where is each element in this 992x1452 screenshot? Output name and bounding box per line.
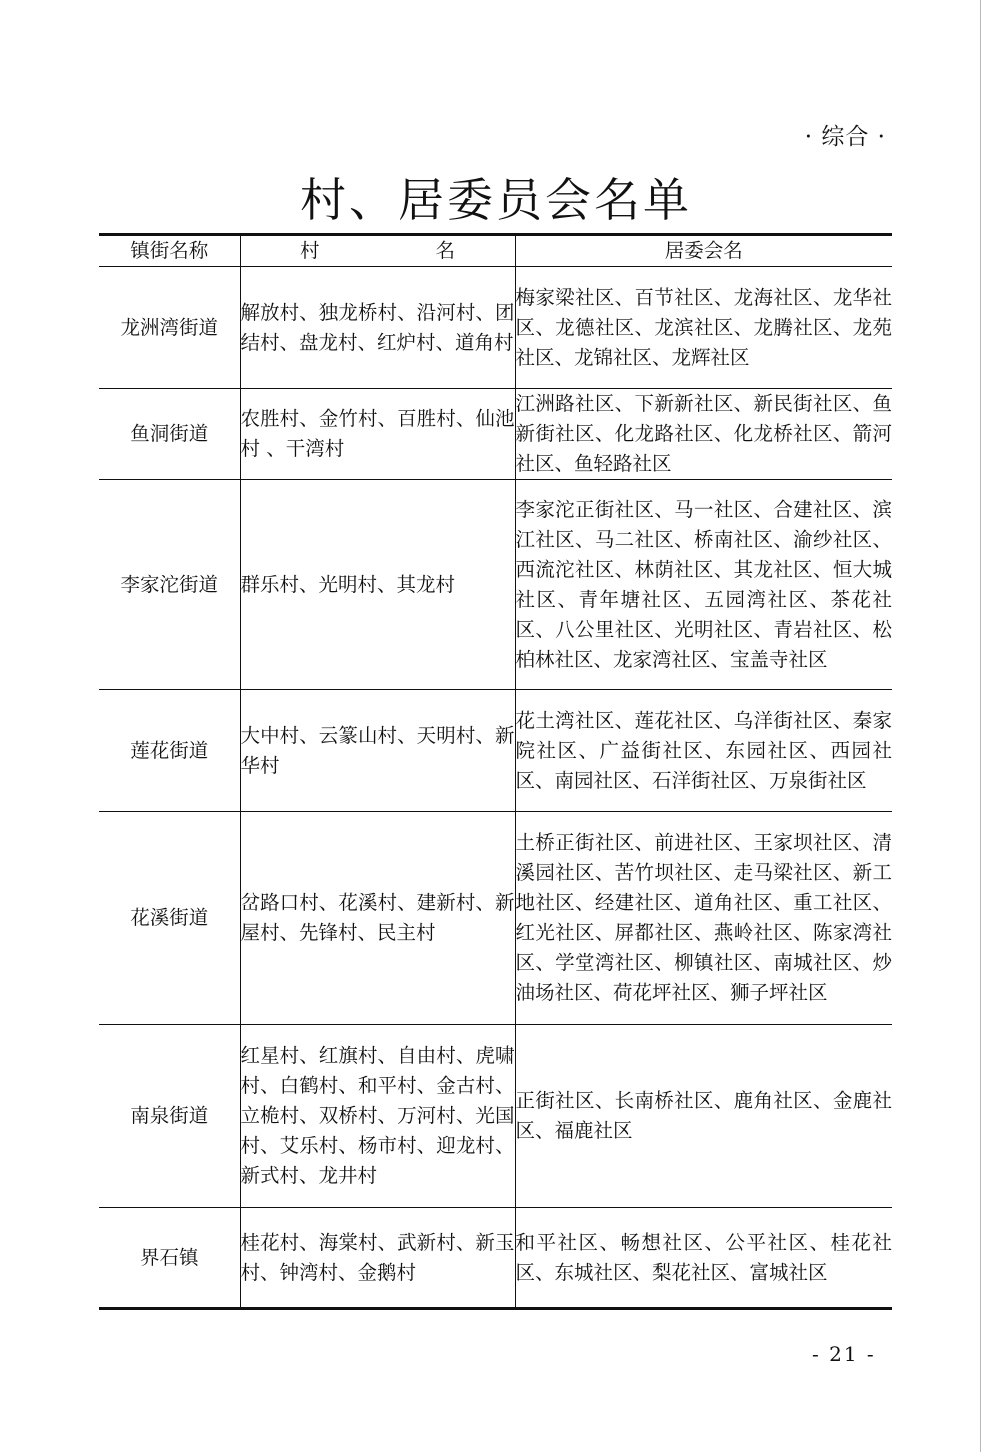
table-row bbox=[99, 389, 892, 480]
table-header-row bbox=[99, 235, 892, 267]
villages-cell: 岔路口村、花溪村、建新村、新屋村、先锋村、民主村 bbox=[240, 812, 515, 1025]
table-row bbox=[99, 690, 892, 812]
district-cell: 莲花街道 bbox=[99, 690, 240, 812]
villages-cell: 农胜村、金竹村、百胜村、仙池村 、干湾村 bbox=[240, 389, 515, 480]
district-cell: 界石镇 bbox=[99, 1208, 240, 1309]
header-villages bbox=[240, 235, 515, 267]
page-title: 村、居委员会名单 bbox=[300, 173, 692, 227]
page-number: - 21 - bbox=[812, 1342, 876, 1366]
section-tag: · 综合 · bbox=[804, 124, 886, 150]
header-villages-char1: 村 bbox=[299, 239, 320, 262]
roster-table bbox=[99, 233, 892, 1310]
district-cell: 花溪街道 bbox=[99, 812, 240, 1025]
header-communities: 居委会名 bbox=[515, 235, 892, 267]
table-row bbox=[99, 1025, 892, 1208]
table-row bbox=[99, 267, 892, 389]
villages-cell: 桂花村、海棠村、武新村、新玉村、钟湾村、金鹅村 bbox=[240, 1208, 515, 1309]
district-cell: 南泉街道 bbox=[99, 1025, 240, 1208]
header-district: 镇街名称 bbox=[99, 235, 240, 267]
district-cell: 李家沱街道 bbox=[99, 480, 240, 690]
table-row bbox=[99, 480, 892, 690]
table-row bbox=[99, 1208, 892, 1309]
communities-cell: 正街社区、长南桥社区、鹿角社区、金鹿社区、福鹿社区 bbox=[515, 1025, 892, 1208]
header-villages-char2: 名 bbox=[435, 239, 456, 262]
villages-cell: 群乐村、光明村、其龙村 bbox=[240, 480, 515, 690]
district-cell: 鱼洞街道 bbox=[99, 389, 240, 480]
communities-cell: 李家沱正街社区、马一社区、合建社区、滨江社区、马二社区、桥南社区、渝纱社区、西流沱社区、林荫社区、其龙社区、恒大城社区、青年塘社区、五园湾社区、茶花社区、八公里社区、光明社区、青岩社区、松柏林社区、龙家湾社区、宝盖寺社区 bbox=[515, 480, 892, 690]
communities-cell: 和平社区、畅想社区、公平社区、桂花社区、东城社区、梨花社区、富城社区 bbox=[515, 1208, 892, 1309]
villages-cell: 大中村、云篆山村、天明村、新华村 bbox=[240, 690, 515, 812]
villages-cell: 解放村、独龙桥村、沿河村、团结村、盘龙村、红炉村、道角村 bbox=[240, 267, 515, 389]
communities-cell: 土桥正街社区、前进社区、王家坝社区、清溪园社区、苦竹坝社区、走马梁社区、新工地社区、经建社区、道角社区、重工社区、红光社区、屏都社区、燕岭社区、陈家湾社区、学堂湾社区、柳镇社区、南城社区、炒油场社区、荷花坪社区、狮子坪社区 bbox=[515, 812, 892, 1025]
district-cell: 龙洲湾街道 bbox=[99, 267, 240, 389]
table-row bbox=[99, 812, 892, 1025]
communities-cell: 江洲路社区、下新新社区、新民街社区、鱼新街社区、化龙路社区、化龙桥社区、箭河社区、鱼轻路社区 bbox=[515, 389, 892, 480]
communities-cell: 花土湾社区、莲花社区、乌洋街社区、秦家院社区、广益街社区、东园社区、西园社区、南园社区、石洋街社区、万泉街社区 bbox=[515, 690, 892, 812]
villages-cell: 红星村、红旗村、自由村、虎啸村、白鹤村、和平村、金古村、立桅村、双桥村、万河村、光国村、艾乐村、杨市村、迎龙村、新式村、龙井村 bbox=[240, 1025, 515, 1208]
communities-cell: 梅家梁社区、百节社区、龙海社区、龙华社区、龙德社区、龙滨社区、龙腾社区、龙苑社区、龙锦社区、龙辉社区 bbox=[515, 267, 892, 389]
roster-table-container bbox=[99, 233, 892, 1310]
